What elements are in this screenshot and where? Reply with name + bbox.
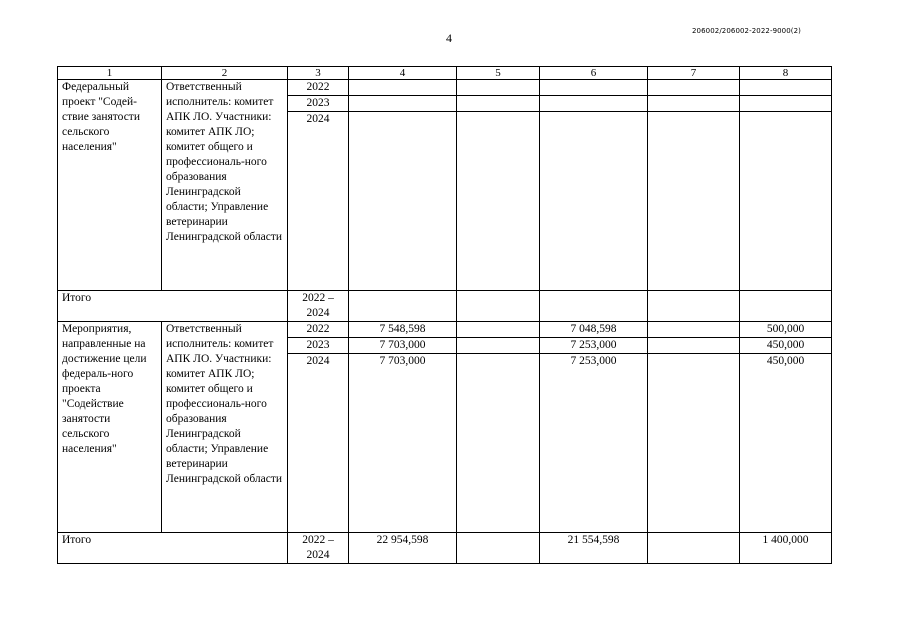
value-cell <box>740 80 832 96</box>
value-cell <box>349 112 457 291</box>
year-cell: 2023 <box>288 96 349 112</box>
value-cell: 7 253,000 <box>540 354 648 533</box>
value-cell <box>540 80 648 96</box>
value-cell <box>349 291 457 322</box>
value-cell: 7 548,598 <box>349 322 457 338</box>
value-cell <box>349 96 457 112</box>
value-cell <box>648 112 740 291</box>
value-cell <box>349 80 457 96</box>
header-cell-2: 2 <box>162 67 288 80</box>
value-cell <box>648 291 740 322</box>
value-cell <box>457 338 540 354</box>
value-cell: 7 703,000 <box>349 354 457 533</box>
value-cell <box>648 533 740 564</box>
value-cell <box>457 80 540 96</box>
finance-table <box>57 66 832 564</box>
section1-name: Федеральный проект "Содей-ствие занятости сельского населения" <box>58 80 162 291</box>
header-row <box>58 67 832 80</box>
value-cell: 7 048,598 <box>540 322 648 338</box>
document-code: 206002/206002-2022-9000(2) <box>692 27 801 35</box>
header-cell-3: 3 <box>288 67 349 80</box>
table-row <box>58 80 832 96</box>
section1-executor: Ответственный исполнитель: комитет АПК ЛО. Участники: комитет АПК ЛО; комитет общего и профессиональ-ного образования Ленинградской области; Управление ветеринарии Ленинградской области <box>162 80 288 291</box>
value-cell <box>648 80 740 96</box>
header-cell-6: 6 <box>540 67 648 80</box>
value-cell <box>648 322 740 338</box>
header-cell-4: 4 <box>349 67 457 80</box>
value-cell <box>457 291 540 322</box>
section2-total-label: Итого <box>58 533 288 564</box>
total-row <box>58 533 832 564</box>
header-cell-8: 8 <box>740 67 832 80</box>
total-value-cell: 22 954,598 <box>349 533 457 564</box>
section2-executor: Ответственный исполнитель: комитет АПК ЛО. Участники: комитет АПК ЛО; комитет общего и профессиональ-ного образования Ленинградской области; Управление ветеринарии Ленинградской области <box>162 322 288 533</box>
value-cell <box>540 291 648 322</box>
table-row <box>58 322 832 338</box>
value-cell: 450,000 <box>740 338 832 354</box>
section2-name: Мероприятия, направленные на достижение цели федераль-ного проекта "Содействие занятости сельского населения" <box>58 322 162 533</box>
value-cell <box>740 112 832 291</box>
year-cell: 2023 <box>288 338 349 354</box>
total-years-start: 2022 – <box>302 534 334 546</box>
year-cell: 2024 <box>288 354 349 533</box>
value-cell <box>457 354 540 533</box>
year-cell: 2022 <box>288 80 349 96</box>
value-cell: 7 703,000 <box>349 338 457 354</box>
value-cell <box>457 533 540 564</box>
value-cell <box>540 112 648 291</box>
value-cell <box>648 354 740 533</box>
value-cell <box>740 96 832 112</box>
value-cell <box>457 322 540 338</box>
total-years-end: 2024 <box>306 549 330 561</box>
year-cell: 2022 <box>288 322 349 338</box>
total-row <box>58 291 832 322</box>
total-years-end: 2024 <box>306 307 330 319</box>
value-cell: 450,000 <box>740 354 832 533</box>
header-cell-1: 1 <box>58 67 162 80</box>
year-cell: 2024 <box>288 112 349 291</box>
value-cell <box>457 96 540 112</box>
total-years-cell <box>288 533 349 564</box>
total-years-cell <box>288 291 349 322</box>
value-cell: 500,000 <box>740 322 832 338</box>
header-cell-5: 5 <box>457 67 540 80</box>
finance-table-wrapper <box>57 66 832 564</box>
page-number: 4 <box>446 31 452 45</box>
total-value-cell: 1 400,000 <box>740 533 832 564</box>
total-value-cell: 21 554,598 <box>540 533 648 564</box>
value-cell <box>457 112 540 291</box>
value-cell <box>540 96 648 112</box>
value-cell <box>648 96 740 112</box>
value-cell <box>648 338 740 354</box>
value-cell: 7 253,000 <box>540 338 648 354</box>
total-years-start: 2022 – <box>302 292 334 304</box>
section1-total-label: Итого <box>58 291 288 322</box>
value-cell <box>740 291 832 322</box>
header-cell-7: 7 <box>648 67 740 80</box>
